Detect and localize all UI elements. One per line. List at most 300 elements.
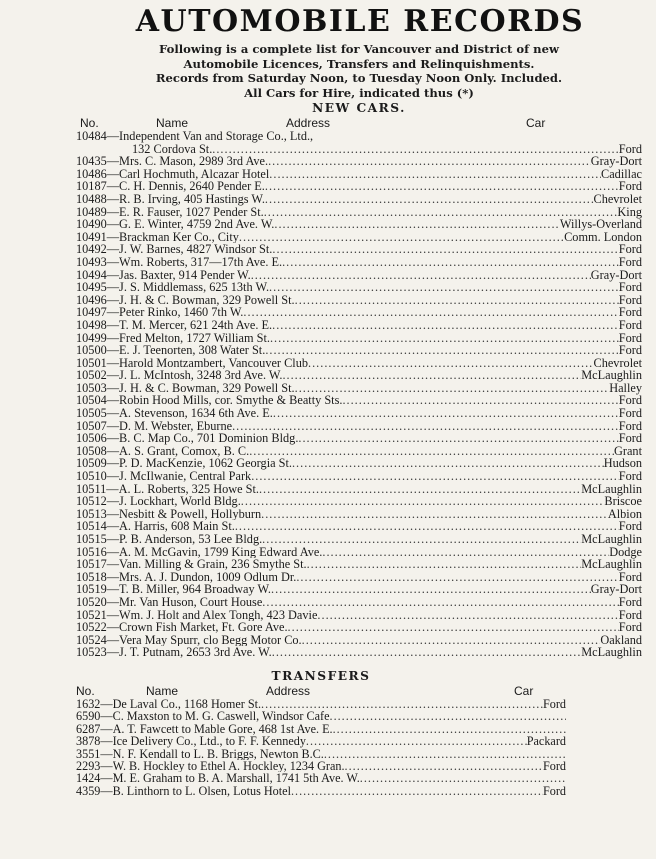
list-item: [76, 495, 642, 508]
new-cars-title: NEW CARS.: [312, 101, 406, 115]
entry-description: Wm. Roberts, 317—17th Ave. E.: [119, 255, 283, 269]
entry-number: 10492: [76, 242, 107, 257]
entry-number: 10523: [76, 645, 107, 660]
car-make: Ford: [618, 343, 642, 358]
dot-leader: [261, 698, 543, 710]
transfers-headers: [76, 684, 566, 698]
entry-description: Ice Delivery Co., Ltd., to F. F. Kennedy: [112, 735, 306, 748]
car-make: Ford: [618, 242, 642, 257]
list-item-continuation: [76, 143, 642, 156]
list-item: [76, 432, 642, 445]
entry-description: P. D. MacKenzie, 1062 Georgia St.: [119, 457, 292, 471]
car-make: Ford: [618, 418, 642, 433]
entry-description: B. C. Map Co., 701 Dominion Bldg.: [119, 432, 299, 445]
dash-separator: —: [106, 506, 120, 521]
entry-description: T. M. Mercer, 621 24th Ave. E.: [119, 318, 273, 332]
list-item: [76, 457, 642, 470]
dash-separator: —: [100, 758, 113, 773]
dot-leader: [295, 382, 610, 395]
car-make: Briscoe: [604, 494, 642, 509]
entry-number: 10505: [76, 406, 107, 421]
dash-separator: —: [106, 594, 120, 609]
entry-description: Van. Milling & Grain, 236 Smythe St.: [119, 558, 307, 571]
car-make: Ford: [618, 280, 642, 295]
car-make: Ford: [618, 393, 642, 408]
list-item: [76, 332, 642, 345]
dash-separator: —: [106, 481, 119, 496]
entry-number: 10508: [76, 443, 107, 458]
entry-description: A. T. Fawcett to Mable Gore, 468 1st Ave. E.: [112, 722, 333, 736]
list-item: [76, 533, 642, 546]
dot-leader: [269, 281, 619, 294]
list-item: [76, 520, 642, 533]
entry-description: Wm. J. Holt and Alex Tongh, 423 Davie: [119, 608, 318, 622]
entry-description: A. S. Grant, Comox, B. C.: [119, 444, 250, 458]
car-make: Oakland: [600, 632, 642, 647]
new-cars-section: [76, 101, 642, 659]
entry-continuation: 132 Cordova St.: [132, 142, 213, 156]
entry-description: Harold Montzambert, Vancouver Club: [119, 356, 309, 370]
dash-separator: —: [100, 696, 113, 711]
entry-description: Independent Van and Storage Co., Ltd.,: [119, 130, 314, 143]
list-item: [76, 760, 566, 772]
list-item: [76, 394, 642, 407]
entry-description: Vera May Spurr, clo Begg Motor Co.: [119, 633, 302, 647]
dash-separator: —: [100, 709, 113, 724]
entry-description: Crown Fish Market, Ft. Gore Ave.: [119, 621, 288, 634]
entry-description: J. W. Barnes, 4827 Windsor St.: [119, 243, 273, 256]
list-item: [76, 294, 642, 307]
dot-leader: [232, 420, 619, 433]
entry-number: 10187: [76, 179, 107, 194]
dash-separator: —: [106, 254, 120, 269]
intro-line: Automobile Licences, Transfers and Relinquishments.: [183, 56, 535, 71]
entry-description: N. F. Kendall to L. B. Briggs, Newton B.C.: [112, 747, 324, 760]
dash-separator: —: [106, 456, 120, 471]
entry-number: 10501: [76, 355, 107, 370]
entry-description: J. L. McIntosh, 3248 3rd Ave. W.: [119, 369, 283, 382]
dash-separator: —: [106, 267, 120, 282]
dot-leader: [269, 168, 601, 181]
car-make: Ford: [542, 783, 566, 798]
list-item: [76, 445, 642, 458]
dash-separator: —: [106, 431, 120, 446]
entry-description: P. B. Anderson, 53 Lee Bldg.: [119, 533, 263, 546]
header-address: Address: [266, 683, 311, 698]
entry-number: 10490: [76, 217, 107, 232]
entry-number: 10517: [76, 557, 107, 572]
dash-separator: —: [106, 242, 120, 257]
entry-number: 10491: [76, 229, 107, 244]
list-item: [76, 772, 566, 784]
dot-leader: [342, 394, 618, 407]
dot-leader: [265, 344, 618, 357]
dot-leader: [272, 646, 581, 659]
entry-description: A. M. McGavin, 1799 King Edward Ave.: [119, 545, 323, 559]
entry-number: 1632: [76, 696, 101, 711]
dot-leader: [273, 407, 619, 420]
car-make: McLaughlin: [581, 645, 642, 660]
entry-number: 10484: [76, 129, 107, 143]
list-item: [76, 558, 642, 571]
dash-separator: —: [106, 532, 120, 546]
car-make: Ford: [618, 620, 642, 635]
entry-description: C. H. Dennis, 2640 Pender E.: [119, 180, 265, 193]
dash-separator: —: [106, 443, 120, 458]
car-make: McLaughlin: [581, 532, 642, 546]
entry-number: 10488: [76, 191, 107, 206]
car-make: Ford: [618, 406, 642, 421]
entry-number: 10518: [76, 569, 107, 584]
entry-number: 10512: [76, 494, 107, 509]
header-address: Address: [286, 116, 331, 130]
list-item: [76, 546, 642, 559]
list-item: [76, 571, 642, 584]
dash-separator: —: [106, 569, 120, 584]
list-item: [76, 710, 566, 722]
dash-separator: —: [106, 418, 120, 433]
entry-description: Nesbitt & Powell, Hollyburn: [119, 507, 262, 521]
entry-number: 10503: [76, 380, 107, 395]
new-cars-headers: [76, 116, 642, 130]
entry-description: B. Linthorn to L. Olsen, Lotus Hotel: [112, 784, 291, 798]
header-no: No.: [76, 683, 95, 698]
dot-leader: [235, 520, 619, 533]
dash-separator: —: [106, 280, 120, 295]
list-item: [76, 470, 642, 483]
list-item: [76, 369, 642, 382]
entry-description: J. McIlwanie, Central Park: [119, 470, 252, 483]
car-make: Ford: [618, 431, 642, 446]
entry-number: 10520: [76, 594, 107, 609]
entry-number: 10519: [76, 582, 107, 597]
dot-leader: [274, 218, 559, 231]
dash-separator: —: [106, 330, 120, 345]
entry-description: J. S. Middlemass, 625 13th W.: [119, 281, 270, 294]
dot-leader: [288, 621, 619, 634]
car-make: Ford: [618, 569, 642, 584]
dot-leader: [259, 483, 581, 496]
entry-description: Mr. Van Huson, Court House: [119, 595, 263, 609]
entry-description: D. M. Webster, Eburne: [119, 419, 233, 433]
car-make: Comm. London: [564, 229, 642, 244]
entry-number: 10486: [76, 166, 107, 181]
entry-number: 10511: [76, 481, 107, 496]
dash-separator: —: [106, 519, 120, 534]
car-make: Ford: [618, 254, 642, 269]
list-item: [76, 180, 642, 193]
car-make: Hudson: [603, 456, 642, 471]
entry-description: A. Stevenson, 1634 6th Ave. E.: [119, 407, 273, 420]
car-make: Gray-Dort: [590, 154, 642, 169]
dash-separator: —: [106, 469, 120, 484]
dot-leader: [272, 319, 619, 332]
dot-leader: [308, 357, 593, 370]
car-make: Dodge: [609, 544, 642, 559]
list-item: [76, 130, 642, 143]
dash-separator: —: [106, 557, 120, 572]
entry-description: Brackman Ker Co., City: [119, 230, 239, 244]
dash-separator: —: [100, 746, 113, 761]
list-item: [76, 281, 642, 294]
dot-leader: [239, 231, 564, 244]
dot-leader: [249, 445, 614, 458]
list-item: [76, 168, 642, 181]
intro-line: All Cars for Hire, indicated thus (*): [244, 85, 474, 100]
list-item: [76, 256, 642, 269]
dot-leader: [272, 243, 618, 256]
list-item: [76, 634, 642, 647]
list-item: [76, 206, 642, 219]
entry-description: Fred Melton, 1727 William St.: [119, 331, 270, 345]
dash-separator: —: [100, 721, 113, 736]
list-item: [76, 269, 642, 282]
car-make: Ford: [618, 305, 642, 320]
list-item: [76, 407, 642, 420]
dot-leader: [262, 533, 581, 546]
dash-separator: —: [106, 380, 120, 395]
car-make: Grant: [614, 443, 642, 458]
entry-number: 10516: [76, 544, 107, 559]
dash-separator: —: [100, 771, 113, 786]
dash-separator: —: [106, 406, 120, 421]
list-item: [76, 231, 642, 244]
car-make: Ford: [542, 758, 566, 773]
header-no: No.: [80, 116, 99, 130]
entry-number: 10496: [76, 292, 107, 307]
dash-separator: —: [106, 368, 120, 383]
dash-separator: —: [106, 217, 120, 232]
dash-separator: —: [106, 632, 120, 647]
intro-line: Records from Saturday Noon, to Tuesday Noon Only. Included.: [155, 71, 563, 85]
entry-number: 10524: [76, 632, 107, 647]
entry-number: 3878: [76, 734, 101, 749]
entry-number: 10499: [76, 330, 107, 345]
entry-number: 10489: [76, 204, 107, 219]
dot-leader: [330, 710, 566, 722]
dot-leader: [265, 193, 594, 206]
entry-number: 10509: [76, 456, 107, 471]
entry-description: C. Maxston to M. G. Caswell, Windsor Cafe: [112, 710, 330, 723]
entry-number: 10494: [76, 267, 107, 282]
entry-description: De Laval Co., 1168 Homer St.: [112, 697, 262, 711]
transfers-title: TRANSFERS: [271, 668, 371, 683]
car-make: Halley: [609, 380, 642, 395]
dash-separator: —: [106, 154, 120, 169]
dash-separator: —: [106, 393, 120, 408]
entry-number: 10495: [76, 280, 107, 295]
dot-leader: [251, 470, 619, 483]
entry-description: M. E. Graham to B. A. Marshall, 1741 5th Ave. W.: [112, 772, 360, 785]
list-item: [76, 646, 642, 659]
entry-number: 2293: [76, 758, 101, 773]
car-make: Ford: [618, 469, 642, 484]
dot-leader: [302, 634, 601, 647]
dot-leader: [306, 735, 527, 747]
dot-leader: [270, 332, 619, 345]
dot-leader: [307, 558, 582, 571]
dash-separator: —: [106, 166, 120, 181]
header-name: Name: [146, 683, 179, 698]
dash-separator: —: [106, 179, 120, 194]
transfers-section: [76, 669, 566, 797]
entry-description: J. H. & C. Bowman, 329 Powell St.: [119, 293, 295, 307]
page-title: AUTOMOBILE RECORDS: [135, 4, 585, 39]
dash-separator: —: [106, 582, 120, 597]
dash-separator: —: [106, 620, 120, 635]
car-make: Packard: [526, 734, 566, 749]
dot-leader: [345, 760, 543, 772]
entry-description: G. E. Winter, 4759 2nd Ave. W.: [119, 218, 275, 231]
dash-separator: —: [106, 229, 120, 244]
dot-leader: [292, 457, 604, 470]
dash-separator: —: [100, 734, 113, 749]
car-make: Ford: [618, 330, 642, 345]
intro-line: Following is a complete list for Vancouver and District of new: [159, 42, 559, 56]
entry-number: 10514: [76, 519, 107, 534]
entry-description: Robin Hood Mills, cor. Smythe & Beatty Sts.: [119, 394, 343, 408]
entry-description: Jas. Baxter, 914 Pender W.: [119, 268, 251, 282]
dash-separator: —: [106, 305, 120, 320]
dot-leader: [261, 508, 608, 521]
car-make: Chevrolet: [593, 355, 642, 370]
list-item: [76, 193, 642, 206]
dot-leader: [282, 256, 619, 269]
entry-number: 1424: [76, 771, 101, 786]
list-item: [76, 748, 566, 760]
car-make: Ford: [618, 594, 642, 609]
car-make: Willys-Overland: [559, 217, 642, 232]
car-make: Cadillac: [601, 166, 642, 181]
dot-leader: [251, 269, 591, 282]
list-item: [76, 596, 642, 609]
entry-number: 10498: [76, 317, 107, 332]
dash-separator: —: [106, 494, 120, 509]
dot-leader: [296, 571, 618, 584]
entry-description: Mrs. C. Mason, 2989 3rd Ave.: [119, 155, 269, 168]
dash-separator: —: [106, 317, 120, 332]
header-car: Car: [526, 116, 546, 130]
header-car: Car: [514, 683, 534, 698]
entry-description: J. T. Putnam, 2653 3rd Ave. W.: [119, 646, 272, 659]
entry-number: 10493: [76, 254, 107, 269]
car-make: Ford: [618, 607, 642, 622]
entry-number: 10515: [76, 532, 107, 546]
list-item: [76, 621, 642, 634]
dash-separator: —: [100, 783, 113, 798]
list-item: [76, 420, 642, 433]
car-make: Ford: [618, 317, 642, 332]
entry-number: 10513: [76, 506, 107, 521]
entry-description: J. H. & C. Bowman, 329 Powell St.: [119, 381, 295, 395]
entry-number: 10521: [76, 607, 107, 622]
entry-number: 3551: [76, 746, 101, 761]
dot-leader: [291, 785, 543, 797]
list-item: [76, 583, 642, 596]
entry-number: 10502: [76, 368, 107, 383]
entry-description: E. J. Teenorten, 308 Water St.: [119, 344, 266, 357]
car-make: McLaughlin: [581, 481, 642, 496]
dash-separator: —: [106, 607, 120, 622]
list-item: [76, 243, 642, 256]
dot-leader: [241, 495, 605, 508]
list-item: [76, 382, 642, 395]
car-make: Ford: [618, 179, 642, 194]
list-item: [76, 508, 642, 521]
dot-leader: [243, 306, 618, 319]
car-make: Ford: [618, 292, 642, 307]
transfers-list: [76, 698, 566, 797]
dash-separator: —: [106, 645, 120, 660]
list-item: [76, 306, 642, 319]
entry-description: W. B. Hockley to Ethel A. Hockley, 1234 Gran.: [112, 759, 345, 773]
dash-separator: —: [106, 544, 120, 559]
dot-leader: [212, 143, 618, 156]
dash-separator: —: [106, 292, 120, 307]
entry-description: J. Lockhart, World Bldg.: [119, 495, 241, 508]
entry-number: 10435: [76, 154, 107, 169]
car-make: King: [617, 204, 642, 219]
dot-leader: [317, 609, 618, 622]
dash-separator: —: [106, 191, 120, 206]
entry-description: Carl Hochmuth, Alcazar Hotel: [119, 167, 270, 181]
dash-separator: —: [106, 355, 120, 370]
entry-description: T. B. Miller, 964 Broadway W.: [119, 583, 271, 596]
dash-separator: —: [106, 343, 120, 358]
list-item: [76, 609, 642, 622]
list-item: [76, 735, 566, 747]
list-item: [76, 344, 642, 357]
dash-separator: —: [106, 129, 120, 143]
entry-description: R. B. Irving, 405 Hastings W.: [119, 192, 265, 206]
entry-description: Mrs. A. J. Dundon, 1009 Odlum Dr.: [119, 570, 297, 584]
entry-number: 10522: [76, 620, 107, 635]
entry-number: 6287: [76, 721, 101, 736]
entry-number: 10504: [76, 393, 107, 408]
entry-description: Peter Rinko, 1460 7th W.: [119, 306, 244, 319]
dot-leader: [360, 772, 566, 784]
dot-leader: [271, 583, 591, 596]
car-make: Ford: [618, 141, 642, 156]
car-make: McLaughlin: [581, 557, 642, 572]
car-make: Gray-Dort: [590, 582, 642, 597]
dot-leader: [268, 155, 591, 168]
new-cars-list: [76, 130, 642, 659]
dot-leader: [265, 180, 619, 193]
list-item: [76, 357, 642, 370]
list-item: [76, 483, 642, 496]
dot-leader: [282, 369, 581, 382]
car-make: Chevrolet: [593, 191, 642, 206]
entry-number: 10510: [76, 469, 107, 484]
entry-number: 10507: [76, 418, 107, 433]
entry-number: 10497: [76, 305, 107, 320]
dot-leader: [262, 596, 618, 609]
dash-separator: —: [106, 204, 120, 219]
entry-number: 10500: [76, 343, 107, 358]
list-item: [76, 218, 642, 231]
dot-leader: [298, 432, 618, 445]
list-item: [76, 319, 642, 332]
list-item: [76, 785, 566, 797]
car-make: McLaughlin: [581, 368, 642, 383]
entry-number: 10506: [76, 431, 107, 446]
list-item: [76, 155, 642, 168]
car-make: Ford: [542, 696, 566, 711]
list-item: [76, 698, 566, 710]
header-name: Name: [156, 116, 189, 130]
car-make: Ford: [618, 519, 642, 534]
